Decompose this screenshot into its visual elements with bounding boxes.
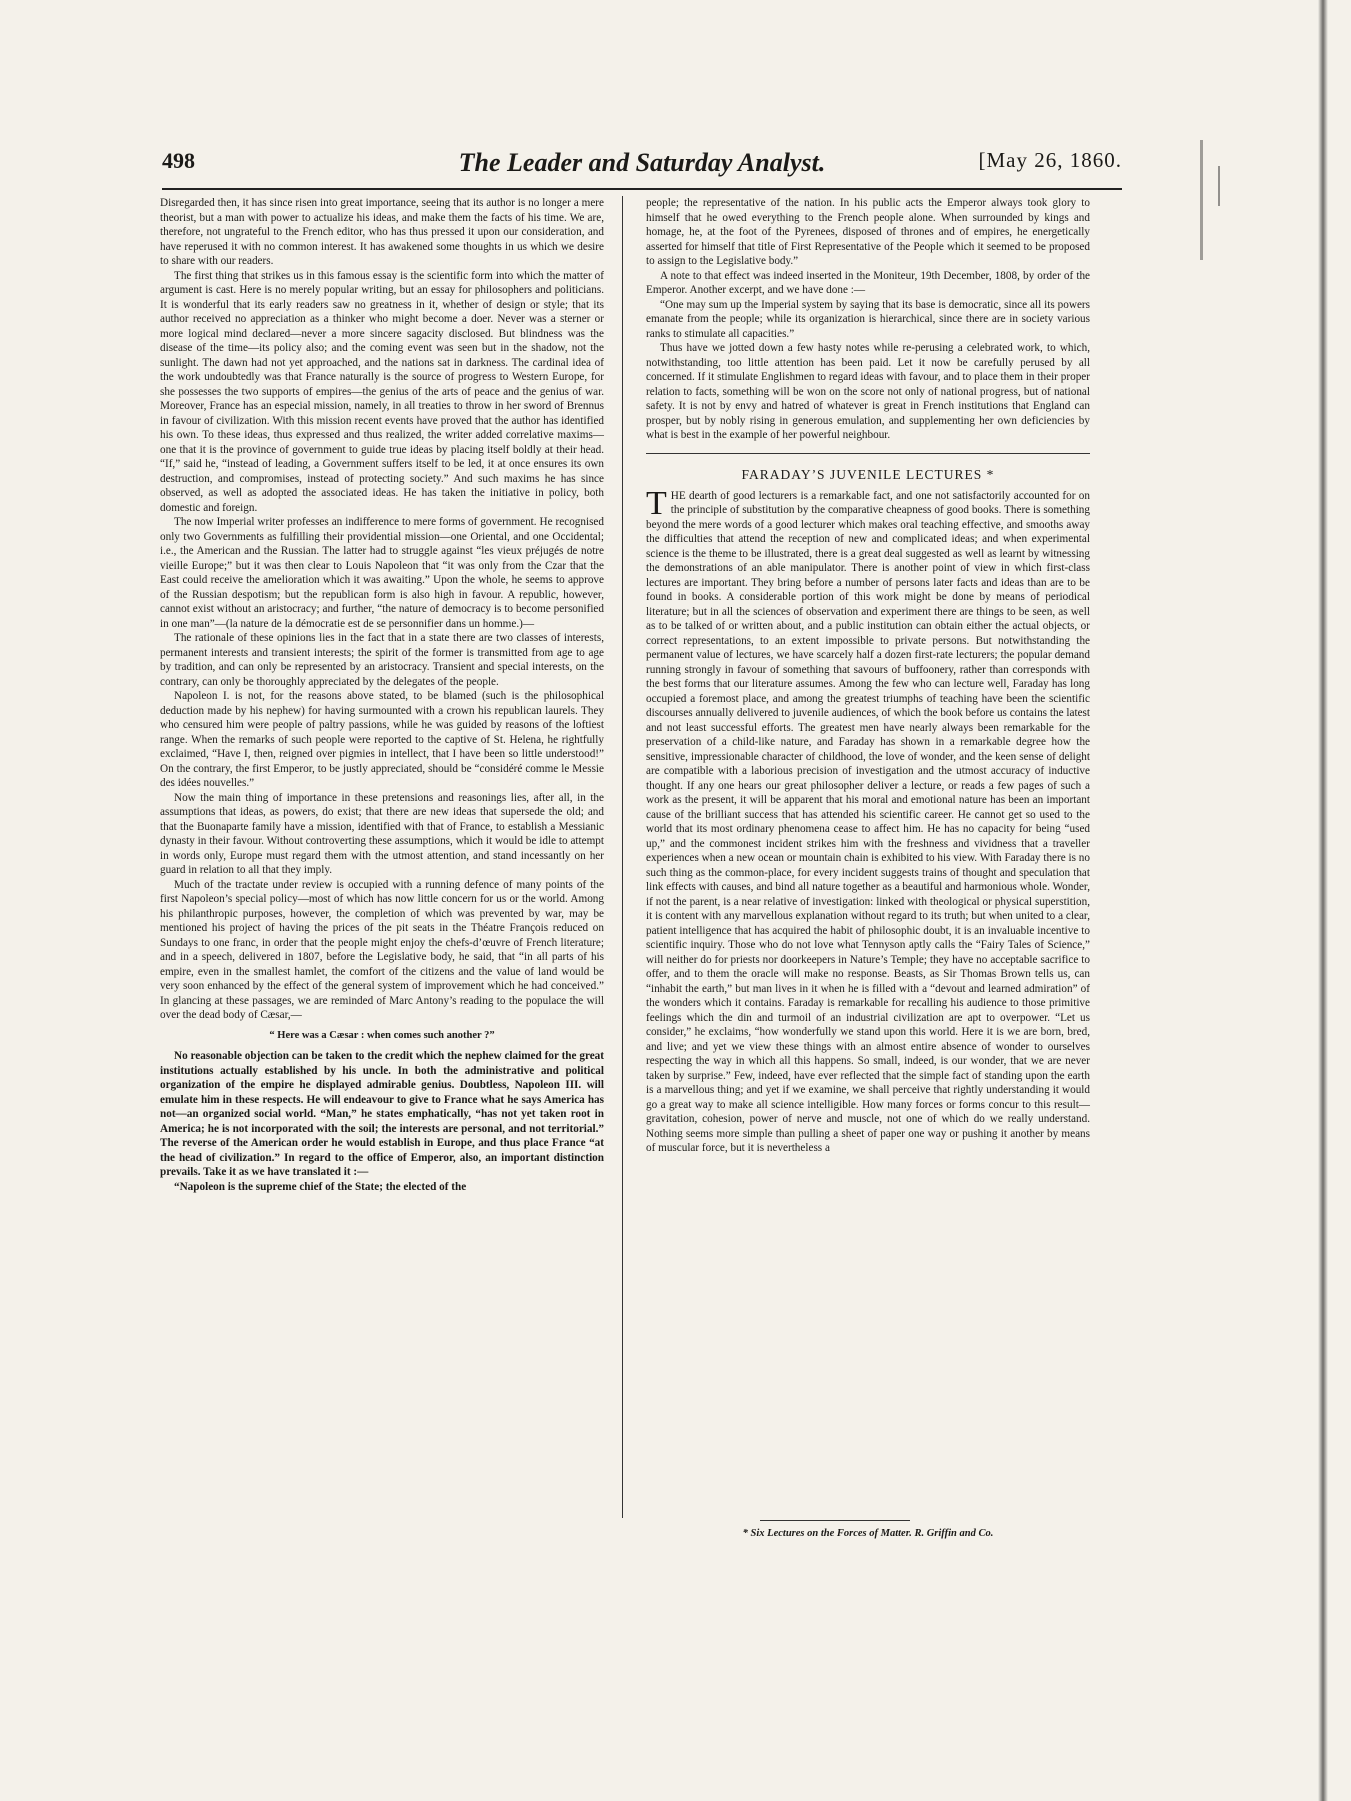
paragraph: A note to that effect was indeed inserted in the Moniteur, 19th December, 1808, by order of the Emperor. Another excerpt, and we have done :— — [646, 269, 1090, 296]
page-header — [162, 148, 1122, 182]
paragraph: Napoleon I. is not, for the reasons above stated, to be blamed (such is the philosophical deduction made by his nephew) for having surmounted with a crown his republican laurels. They who censured him were people of paltry passions, while he was guided by reasons of the loftiest range. When the remarks of such people were reported to the captive of St. Helena, he rightfully exclaimed, “Have I, then, reigned over pigmies in intellect, that I have been so little understood!” On the contrary, the first Emperor, to be justly appreciated, should be “considéré comme le Messie des idées nouvelles.” — [160, 690, 604, 789]
drop-cap: T — [646, 484, 667, 522]
paragraph: “One may sum up the Imperial system by saying that its base is democratic, since all its powers emanate from the people; while its organization is hierarchical, since there are in society various ranks to stimulate all capacities.” — [646, 298, 1090, 340]
footnote-rule — [760, 1520, 910, 1521]
paragraph: Much of the tractate under review is occupied with a running defence of many points of the first Napoleon’s special policy—most of which has now little concern for us or the world. Among his philanthropic purposes, however, the completion of which was prevented by war, may be mentioned his project of having the prices of the pit seats in the Théatre François reduced on Sundays to one franc, in order that the people might enjoy the chefs-d’œuvre of French literature; and in a speech, delivered in 1807, before the Legislative body, he said, that “in all parts of his empire, even in the smallest hamlet, the comfort of the citizens and the value of land would be very soon enhanced by the effect of the general system of improvement which he had conceived.” In glancing at these passages, we are reminded of Marc Antony’s reading to the populace the will over the dead body of Cæsar,— — [160, 878, 604, 1021]
column-rule — [622, 196, 623, 1518]
paragraph: The now Imperial writer professes an indifference to mere forms of government. He recognised only two Governments as fulfilling their providential mission—one Oriental, and one Occidental; i.e., the American and the Russian. The latter had to struggle against “les vieux préjugés de notre vieille Europe;” but it was then clear to Louis Napoleon that “it was only from the Czar that the East could receive the amelioration which it was awaiting.” Upon the whole, he seems to approve of the Russian despotism; but the republican form is also high in favour. A republic, however, cannot exist without an aristocracy; and further, “the nature of democracy is to become personified in one man”—(la nature de la démocratie est de se personnifier dans un homme.)— — [160, 516, 604, 630]
right-column — [646, 196, 1090, 1156]
paragraph: Disregarded then, it has since risen into great importance, seeing that its author is no longer a mere theorist, but a man with power to actualize his ideas, and make them the facts of his time. We are, therefore, not ungrateful to the French editor, who has thus pressed it upon our consideration, and have reperused it with no common interest. It has awakened some thoughts in us which we desire to share with our readers. — [160, 197, 604, 267]
paragraph: Thus have we jotted down a few hasty notes while re-perusing a celebrated work, to which, notwithstanding, too little attention has been paid. Let it now be carefully perused by all concerned. If it stimulate Englishmen to regard ideas with favour, and to place them in their proper relation to facts, something will be won on the score not only of national progress, but of national safety. It is not by envy and hatred of whatever is great in French institutions that England can prosper, but by nobly rising in generous emulation, and supplementing her own deficiencies by what is best in the example of her powerful neighbour. — [646, 342, 1090, 441]
caesar-quote: “ Here was a Cæsar : when comes such another ?” — [269, 1029, 495, 1041]
paragraph: “Napoleon is the supreme chief of the State; the elected of the — [174, 1180, 467, 1193]
bold-text-block — [160, 1049, 604, 1194]
header-rule — [162, 188, 1122, 190]
paragraph: Now the main thing of importance in these pretensions and reasonings lies, after all, in the assumptions that ideas, as powers, do exist; that there are new ideas that supersede the old; and that the Buonaparte family have a mission, identified with that of France, to establish a Messianic dynasty in their favour. Without controverting these assumptions, which it would be idle to attempt in words only, Europe must regard them with the utmost attention, and stand incessantly on her guard in relation to all that they imply. — [160, 791, 604, 876]
page-number: 498 — [162, 148, 195, 173]
publication-title: The Leader and Saturday Analyst. — [458, 148, 826, 177]
section-title: FARADAY’S JUVENILE LECTURES * — [741, 466, 995, 482]
paragraph: The first thing that strikes us in this famous essay is the scientific form into which the matter of argument is cast. Here is no merely popular writing, but an essay for philosophers and politicians. It is wonderful that its early readers saw no greatness in it, whether of design or style; that its author received no appreciation as a thinker who might become a doer. Never was a sterner or more logical mind declared—never a more sincere sagacity disclosed. But blindness was the disease of the time—its policy also; and the coming event was seen but in the shadow, not the sunlight. The dawn had not yet approached, and the nations sat in darkness. The cardinal idea of the work undoubtedly was that France naturally is the source of progress to Western Europe, for she possesses the two supports of empires—the genius of the arts of peace and the genius of war. Moreover, France has an especial mission, namely, in all treaties to throw in her sword of Brennus in favour of civilization. With this mission recent events have proved that the author has identified his own. To these ideas, thus expressed and thus realized, the writer added correlative maxims—one that it is the province of government to guide true ideas by placing itself boldly at their head. “If,” said he, “instead of leading, a Government suffers itself to be led, it at once ensures its own destruction, and compromises, instead of protecting society.” And such maxims he has since observed, as well as adopted the associated ideas. He has taken the initiative in policy, both domestic and foreign. — [160, 269, 604, 514]
footnote: * Six Lectures on the Forces of Matter. R. Griffin and Co. — [742, 1528, 994, 1539]
left-column — [160, 196, 604, 1194]
section-first-paragraph — [646, 484, 1090, 1156]
paragraph: The rationale of these opinions lies in the fact that in a state there are two classes of interests, permanent interests and transient interests; the spirit of the former is transmitted from age to age by tradition, and can only be represented by an aristocracy. Transient and special interests, on the contrary, can only be thoroughly appreciated by the delegates of the people. — [160, 632, 604, 688]
scan-mark — [1218, 166, 1220, 206]
paragraph-text: HE dearth of good lecturers is a remarkable fact, and one not satisfactorily accounted for on the principle of substitution by the comparative cheapness of good books. There is something beyond the mere words of a good lecturer which makes oral teaching effective, and smooths away the difficulties that attend the reception of new and complicated ideas; and when experimental science is the theme to be illustrated, there is a great deal suggested as well as learnt by witnessing the demonstrations of an able manipulator. There is another point of view in which first-class lectures are important. They bring before a number of persons later facts and ideas than are to be found in books. A considerable portion of this work might be done by means of periodical literature; but in all the sciences of observation and experiment there are things to be seen, as well as to be talked of or written about, and a public institution can obtain either the actual objects, or correct representations, to an extent impossible to private persons. But notwithstanding the permanent value of lectures, we have scarcely half a dozen first-rate lecturers; the popular demand running strongly in favour of something that savours of buffoonery, rather than corresponds with the best forms that our literature assumes. Among the few who can lecture well, Faraday has long occupied a foremost place, and among the greatest triumphs of teaching have been the scientific discourses annually delivered to juvenile audiences, of which the book before us contains the latest and not least successful efforts. The greatest men have nearly always been remarkable for the preservation of a child-like nature, and Faraday has shown in a remarkable degree how the sensitive, impressionable character of childhood, the love of wonder, and the keen sense of delight are compatible with a laborious precision of investigation and the utmost accuracy of inductive thought. If any one hears our great philosopher deliver a lecture, or reads a few pages of such a work as the present, it will be apparent that his moral and emotional nature has been an important cause of the brilliant success that has attended his scientific career. He cannot get so used to the world that its most ordinary phenomena cease to affect him. He has no capacity for being “used up,” and the commonest incident strikes him with the freshness and vividness that a traveller experiences when a new ocean or mountain chain is exhibited to his view. With Faraday there is no such thing as the common-place, for every incident suggests trains of thought and speculation that link effects with causes, and bind all nature together as a beautiful and harmonious whole. Wonder, if not the parent, is a near relative of investigation: linked with theological or physical superstition, it is content with any marvellous explanation without regard to its truth; but when united to a clear, patient intelligence that has acquired the habit of philosophic doubt, it is an invaluable incentive to scientific inquiry. Those who do not love what Tennyson aptly calls the “Fairy Tales of Science,” will neither do for priests nor doorkeepers in Nature’s Temple; they have no acceptable sacrifice to offer, and to them the oracle will make no response. Beasts, as Sir Thomas Brown tells us, can “inhabit the earth,” but man lives in it when he is filled with a “devout and learned admiration” of the wonders which it contains. Faraday is remarkable for recalling his audience to those primitive feelings which the din and turmoil of an industrial civilization are apt to overpower. “Let us consider,” he exclaims, “how wonderfully we stand upon this world. Here it is we are born, bred, and live; and yet we view these things with an almost entire absence of wonder to ourselves respecting the way in which all this happens. So small, indeed, is our wonder, that we are never taken by surprise.” Few, indeed, have ever reflected that the simple fact of standing upon the earth is a marvellous thing; and yet if we examine, we shall perceive that rightly understanding it would go a great way to make all science intelligible. How many forces or forms concur to this result—gravitation, cohesion, power of nerve and muscle, not one of which do we really understand. Nothing seems more simple than pulling a sheet of paper one way or pushing it another by means of muscular force, but it is nevertheless a — [646, 489, 1090, 1155]
scan-binding-edge — [1318, 0, 1328, 1801]
section-divider — [646, 453, 1090, 454]
paragraph: No reasonable objection can be taken to the credit which the nephew claimed for the great institutions actually established by his uncle. In both the administrative and political organization of the empire he displayed admirable genius. Doubtless, Napoleon III. will emulate him in these respects. He will endeavour to give to France what he says America has not—an organized social world. “Man,” he states emphatically, “has not yet taken root in America; he is not incorporated with the soil; the interests are personal, and not territorial.” The reverse of the American order he would establish in Europe, and thus place France “at the head of civilization.” In regard to the office of Emperor, also, an important distinction prevails. Take it as we have translated it :— — [160, 1050, 604, 1179]
paragraph: people; the representative of the nation. In his public acts the Emperor always took glory to himself that he owed everything to the French people alone. When surrounded by kings and homage, he, at the foot of the Pyrenees, disposed of thrones and of empires, he energetically asserted for himself that title of First Representative of the People which it seemed to be proposed to assign to the Legislative body.” — [646, 197, 1090, 267]
issue-date: [May 26, 1860. — [978, 148, 1122, 172]
scan-mark — [1200, 140, 1203, 260]
